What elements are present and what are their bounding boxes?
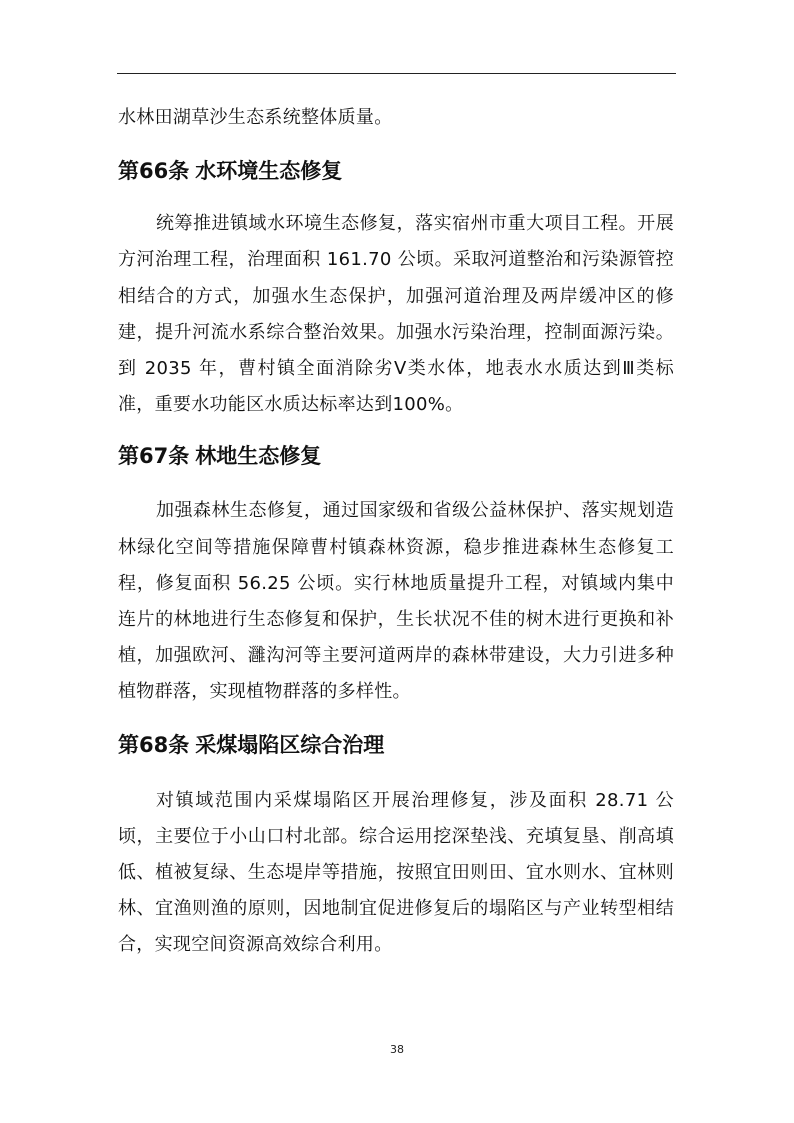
continuation-paragraph: 水林田湖草沙生态系统整体质量。 xyxy=(118,107,393,128)
section-heading: 水环境生态修复 xyxy=(195,159,343,184)
page-content xyxy=(118,100,674,964)
section-67-body: 加强森林生态修复，通过国家级和省级公益林保护、落实规划造林绿化空间等措施保障曹村镇森林资源，稳步推进森林生态修复工程，修复面积 56.25 公顷。实行林地质量提升工程，对镇域内集中连片的林地进行生态修复和保护，生长状况不佳的树木进行更换和补植，加强欧河、灉沟河等主要河道两岸的森林带建设，大力引进多种植物群落，实现植物群落的多样性。 xyxy=(118,500,674,703)
section-title-66 xyxy=(118,156,674,186)
section-title-67 xyxy=(118,441,674,471)
section-number: 第66条 xyxy=(118,159,190,184)
page-number: 38 xyxy=(390,1043,404,1056)
section-title-68 xyxy=(118,730,674,760)
section-68-body: 对镇域范围内采煤塌陷区开展治理修复，涉及面积 28.71 公顷，主要位于小山口村北部。综合运用挖深垫浅、充填复垦、削高填低、植被复绿、生态堤岸等措施，按照宜田则田、宜水则水、宜林则林、宜渔则渔的原则，因地制宜促进修复后的塌陷区与产业转型相结合，实现空间资源高效综合利用。 xyxy=(118,789,674,956)
section-number: 第67条 xyxy=(118,444,190,469)
section-number: 第68条 xyxy=(118,732,190,757)
section-heading: 采煤塌陷区综合治理 xyxy=(195,732,385,757)
section-66-body: 统筹推进镇域水环境生态修复，落实宿州市重大项目工程。开展方河治理工程，治理面积 161.70 公顷。采取河道整治和污染源管控相结合的方式，加强水生态保护，加强河道治理及两岸缓冲区的修建，提升河流水系综合整治效果。加强水污染治理，控制面源污染。到 2035 年，曹村镇全面消除劣Ⅴ类水体，地表水水质达到Ⅲ类标准，重要水功能区水质达标率达到100%。 xyxy=(118,213,674,416)
section-heading: 林地生态修复 xyxy=(195,444,322,469)
header-rule xyxy=(117,73,676,74)
